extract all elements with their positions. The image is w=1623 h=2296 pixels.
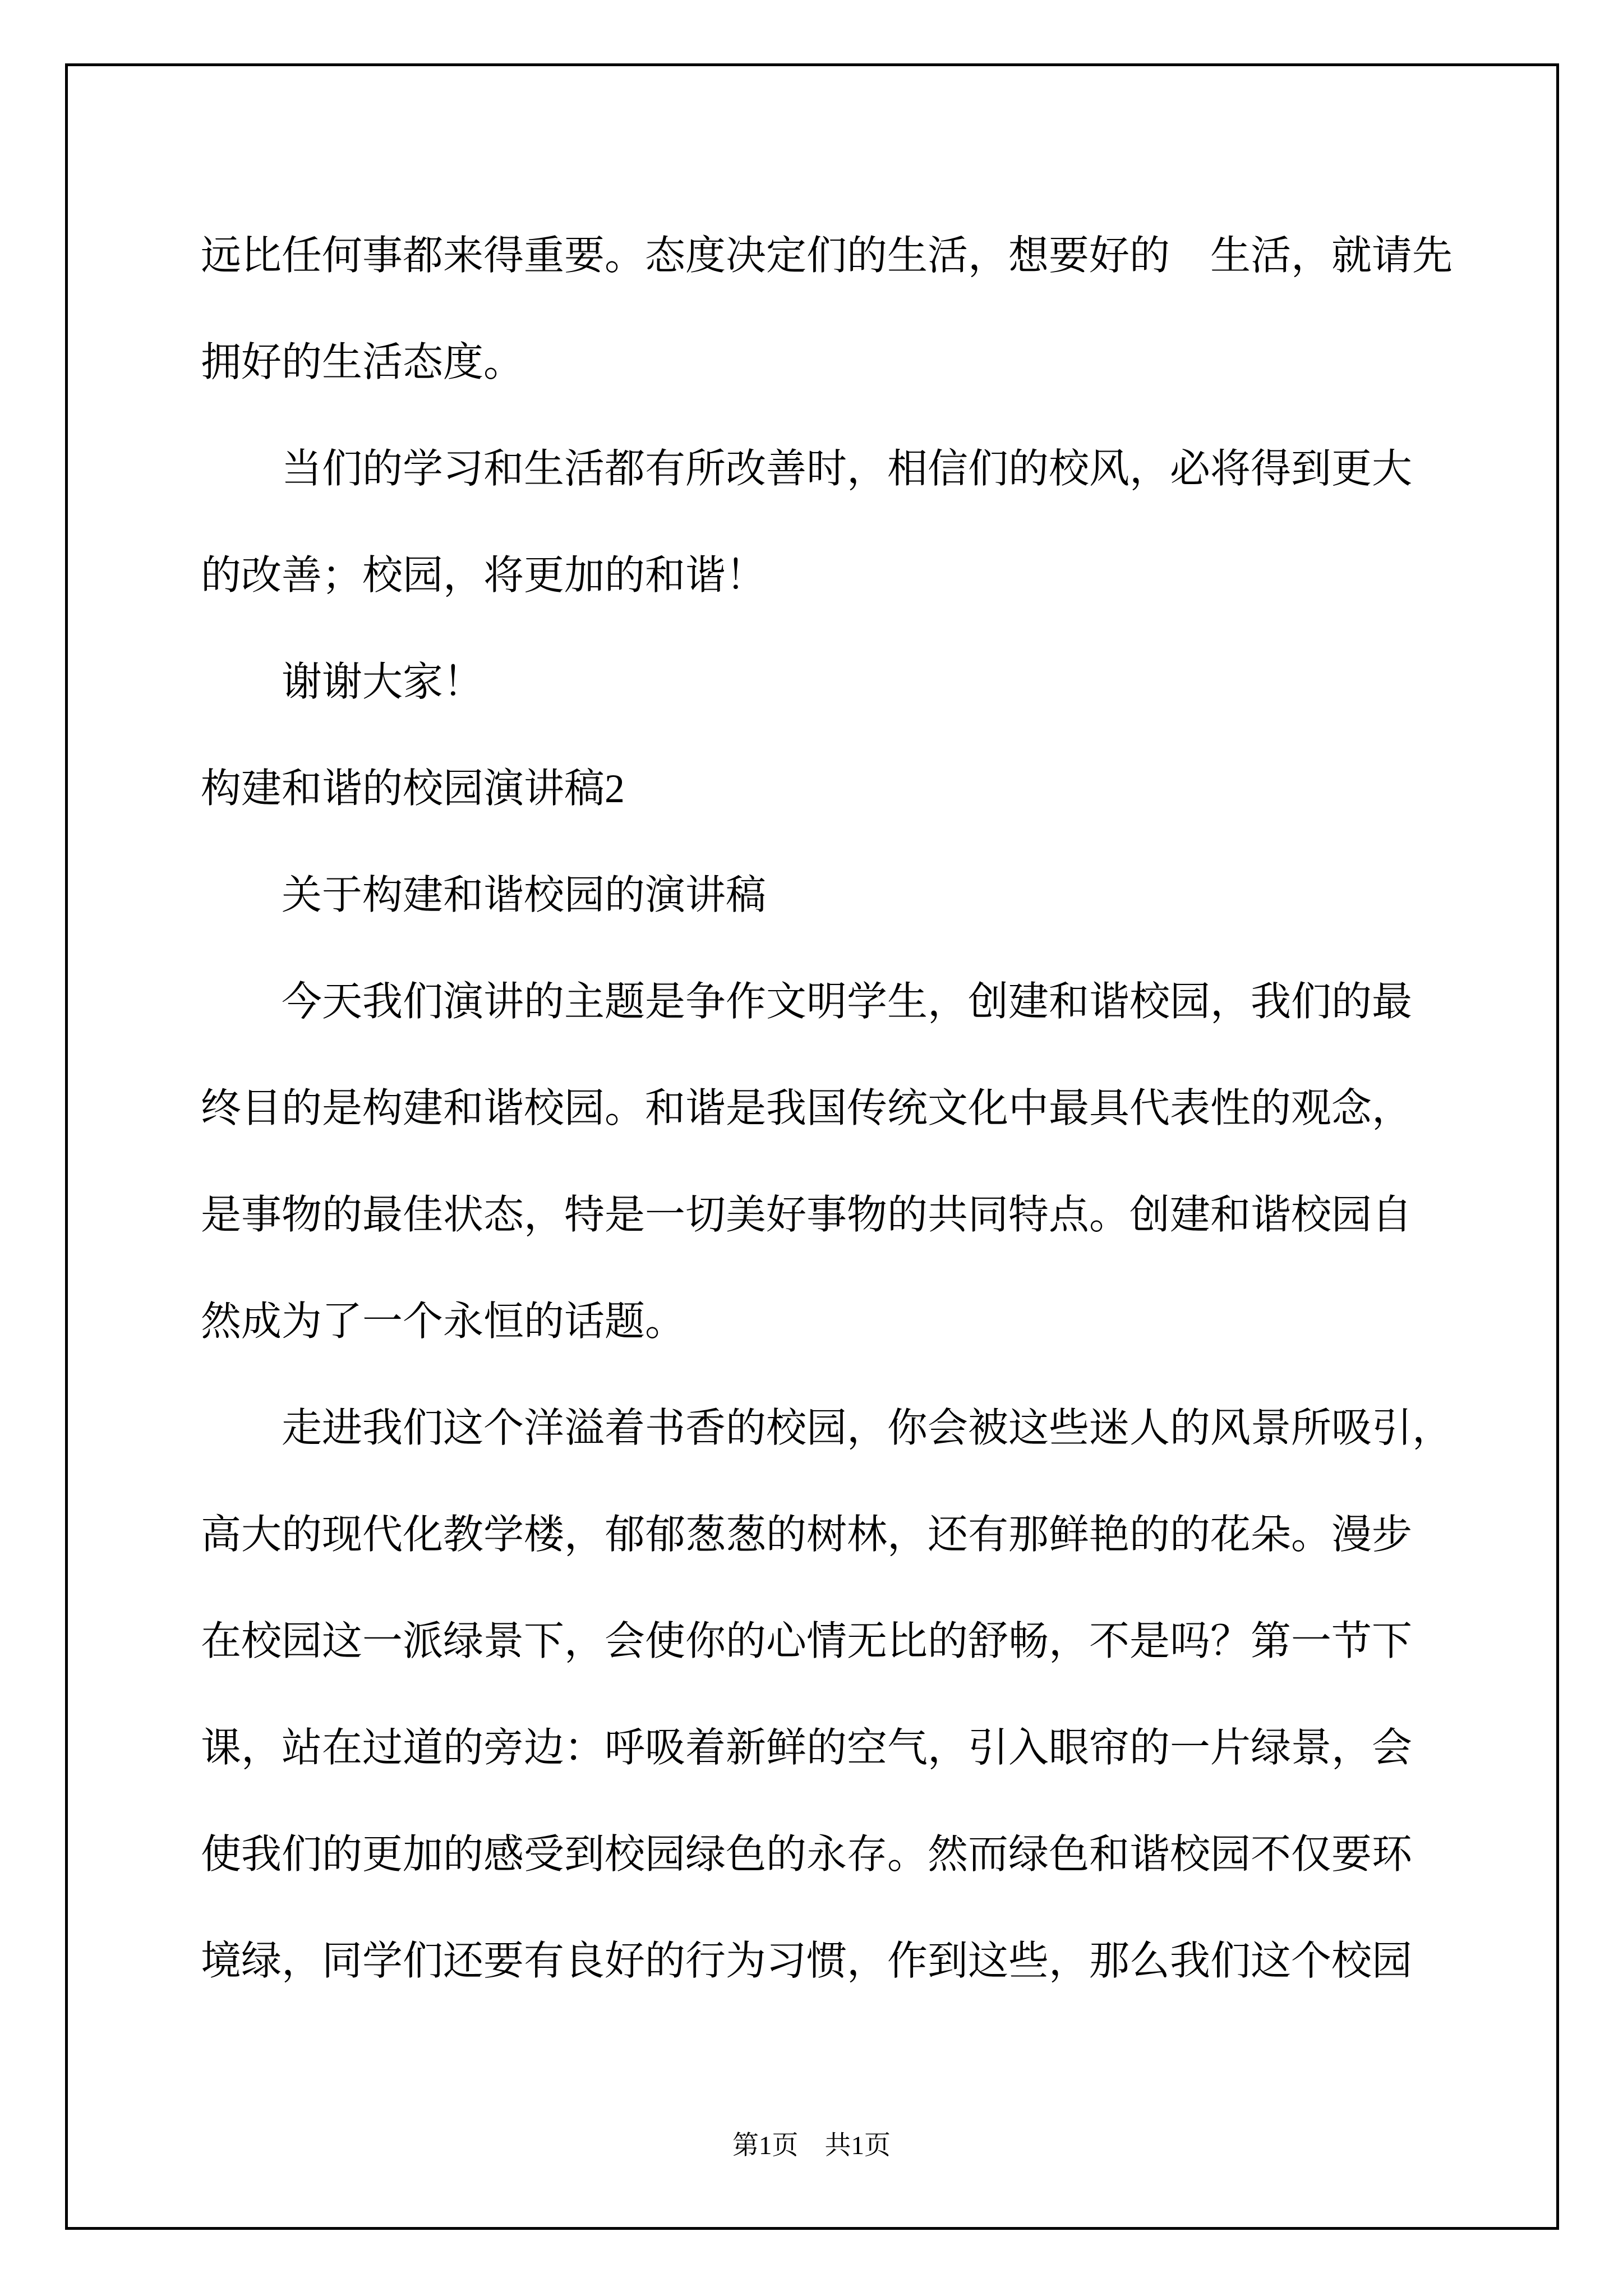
text-line: 终目的是构建和谐校园。和谐是我国传统文化中最具代表性的观念， <box>201 1086 1413 1131</box>
text-line: 的改善；校园，将更加的和谐！ <box>201 553 767 598</box>
text-line: 境绿，同学们还要有良好的行为习惯，作到这些，那么我们这个校园 <box>201 1939 1413 1984</box>
text-line: 使我们的更加的感受到校园绿色的永存。然而绿色和谐校园不仅要环 <box>201 1832 1413 1877</box>
text-line: 谢谢大家！ <box>282 660 484 705</box>
page-border-frame <box>65 63 1559 2230</box>
text-line: 关于构建和谐校园的演讲稿 <box>282 873 767 918</box>
text-line: 课，站在过道的旁边：呼吸着新鲜的空气，引入眼帘的一片绿景，会 <box>201 1726 1413 1770</box>
text-line: 然成为了一个永恒的话题。 <box>201 1299 686 1344</box>
text-line: 今天我们演讲的主题是争作文明学生，创建和谐校园，我们的最 <box>282 979 1413 1024</box>
section-title-line: 构建和谐的校园演讲稿2 <box>201 766 625 811</box>
text-line: 当们的学习和生活都有所改善时，相信们的校风，必将得到更大 <box>282 447 1413 491</box>
text-line: 在校园这一派绿景下，会使你的心情无比的舒畅，不是吗？第一节下 <box>201 1619 1413 1664</box>
text-line: 拥好的生活态度。 <box>201 340 524 385</box>
text-line: 远比任何事都来得重要。态度决定们的生活，想要好的 生活，就请先 <box>201 233 1453 278</box>
page-footer: 第1页 共1页 <box>732 2131 891 2160</box>
text-line: 高大的现代化教学楼，郁郁葱葱的树林，还有那鲜艳的的花朵。漫步 <box>201 1512 1413 1557</box>
text-line: 是事物的最佳状态，特是一切美好事物的共同特点。创建和谐校园自 <box>201 1193 1413 1237</box>
text-line: 走进我们这个洋溢着书香的校园，你会被这些迷人的风景所吸引， <box>282 1406 1453 1451</box>
